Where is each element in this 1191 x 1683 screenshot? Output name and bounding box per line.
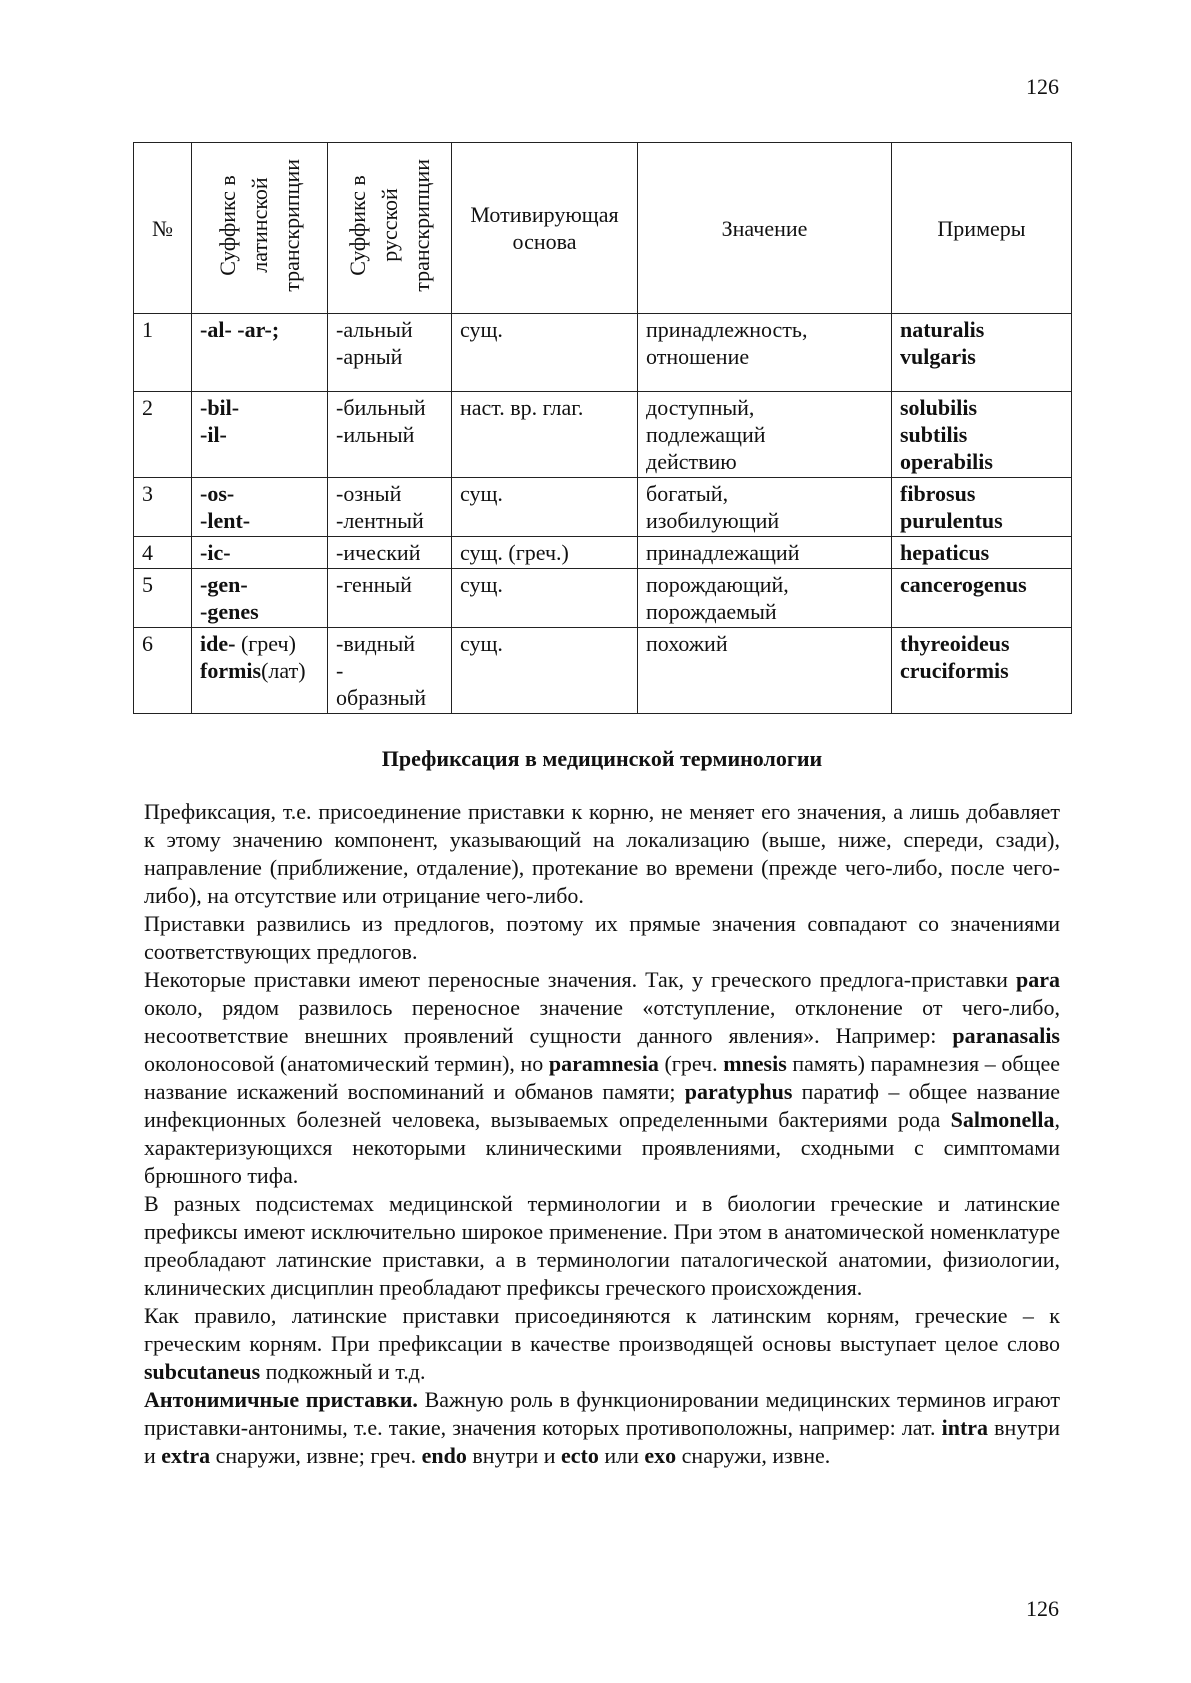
cell-line: operabilis bbox=[900, 449, 993, 474]
text-run: Как правило, латинские приставки присоединяются к латинским корням, греческие – к греческим корням. При префиксации в качестве производящей основы выступает целое слово bbox=[144, 1303, 1060, 1356]
page-number-top: 126 bbox=[1026, 74, 1059, 99]
cell-line: похожий bbox=[646, 631, 728, 656]
cell-latin-suffix bbox=[192, 314, 328, 392]
cell-base bbox=[452, 569, 638, 628]
cell-line: cancerogenus bbox=[900, 572, 1027, 597]
term-bold: ecto bbox=[561, 1443, 599, 1468]
cell-meaning bbox=[638, 392, 892, 478]
suffix-origin: (лат) bbox=[261, 658, 306, 683]
text-run: около, рядом развилось переносное значение «отступление, отклонение от чего-либо, несоответствие внешних проявлений сущности данного явления». Например: bbox=[144, 995, 1060, 1048]
paragraph bbox=[144, 1190, 1060, 1302]
term-bold: paranasalis bbox=[952, 1023, 1060, 1048]
table-row bbox=[134, 392, 1072, 478]
cell-examples bbox=[892, 569, 1072, 628]
cell-line: vulgaris bbox=[900, 344, 976, 369]
cell-examples bbox=[892, 478, 1072, 537]
header-line: Суффикс в bbox=[214, 174, 240, 276]
text-run: Префиксация, т.е. присоединение приставки к корню, не меняет его значения, а лишь добавляет к этому значению компонент, указывающий на локализацию (выше, ниже, спереди, сзади), направление (приближение, отдаление), протекание во времени (прежде чего-либо, после чего-либо), на отсутствие или отрицание чего-либо. bbox=[144, 799, 1060, 908]
table-row bbox=[134, 478, 1072, 537]
term-bold: Антонимичные приставки. bbox=[144, 1387, 418, 1412]
text-run: или bbox=[598, 1443, 645, 1468]
header-latin-suffix bbox=[192, 143, 328, 314]
header-russian-suffix bbox=[328, 143, 452, 314]
term-bold: paratyphus bbox=[684, 1079, 793, 1104]
body-text bbox=[144, 798, 1060, 1470]
cell-line bbox=[200, 657, 319, 684]
cell-line: порождающий, bbox=[646, 572, 789, 597]
cell-latin-suffix bbox=[192, 537, 328, 569]
cell-line: subtilis bbox=[900, 422, 968, 447]
text-run: внутри и bbox=[144, 1415, 1060, 1468]
suffix-latin: ide- bbox=[200, 631, 236, 656]
text-run: паратиф – общее название инфекционных болезней человека, вызываемых определенными бактериями рода bbox=[144, 1079, 1060, 1132]
term-bold: paramnesia bbox=[548, 1051, 659, 1076]
cell-russian-suffix bbox=[328, 392, 452, 478]
cell-line: thyreoideus bbox=[900, 631, 1010, 656]
cell-line: fibrosus bbox=[900, 481, 976, 506]
cell-latin-suffix bbox=[192, 628, 328, 714]
cell-line: cruciformis bbox=[900, 658, 1009, 683]
cell-latin-suffix bbox=[192, 478, 328, 537]
table-header-row bbox=[134, 143, 1072, 314]
cell-base bbox=[452, 478, 638, 537]
term-bold: exo bbox=[644, 1443, 677, 1468]
cell-line: основа bbox=[512, 229, 577, 254]
cell-line: -видный bbox=[336, 631, 416, 656]
cell-line: подлежащий bbox=[646, 422, 766, 447]
cell-meaning bbox=[638, 537, 892, 569]
table-row bbox=[134, 628, 1072, 714]
paragraph bbox=[144, 1386, 1060, 1470]
text-run: снаружи, извне; греч. bbox=[210, 1443, 422, 1468]
header-line: латинской bbox=[246, 177, 272, 273]
text-run: околоносовой (анатомический термин), но bbox=[144, 1051, 549, 1076]
suffix-table bbox=[133, 142, 1072, 714]
cell-num: 1 bbox=[134, 314, 192, 392]
cell-base bbox=[452, 537, 638, 569]
cell-latin-suffix bbox=[192, 392, 328, 478]
term-bold: intra bbox=[941, 1415, 989, 1440]
cell-line: изобилующий bbox=[646, 508, 780, 533]
cell-line: -арный bbox=[336, 344, 403, 369]
cell-line: -il- bbox=[200, 422, 227, 447]
header-examples: Примеры bbox=[892, 143, 1072, 314]
text-run: подкожный и т.д. bbox=[260, 1359, 426, 1384]
cell-meaning bbox=[638, 478, 892, 537]
cell-line: -альный bbox=[336, 317, 413, 342]
cell-line: -ический bbox=[336, 540, 421, 565]
cell-line: hepaticus bbox=[900, 540, 990, 565]
cell-num: 4 bbox=[134, 537, 192, 569]
term-bold: mnesis bbox=[723, 1051, 787, 1076]
cell-russian-suffix bbox=[328, 478, 452, 537]
cell-line: отношение bbox=[646, 344, 750, 369]
text-run: Некоторые приставки имеют переносные значения. Так, у греческого предлога-приставки bbox=[144, 967, 1016, 992]
page-number-bottom: 126 bbox=[1026, 1596, 1059, 1621]
cell-line: -gen- bbox=[200, 572, 248, 597]
cell-examples bbox=[892, 314, 1072, 392]
header-line: транскрипции bbox=[408, 158, 434, 292]
header-line: Суффикс в bbox=[344, 174, 370, 276]
cell-line: Мотивирующая bbox=[470, 202, 619, 227]
cell-line: -бильный bbox=[336, 395, 426, 420]
header-meaning: Значение bbox=[638, 143, 892, 314]
cell-line: -genes bbox=[200, 599, 259, 624]
cell-line: сущ. bbox=[460, 481, 503, 506]
cell-line: сущ. bbox=[460, 631, 503, 656]
paragraph bbox=[144, 966, 1060, 1190]
term-bold: subcutaneus bbox=[144, 1359, 261, 1384]
cell-line: сущ. bbox=[460, 317, 503, 342]
cell-line: принадлежащий bbox=[646, 540, 800, 565]
cell-line: сущ. bbox=[460, 572, 503, 597]
term-bold: para bbox=[1016, 967, 1060, 992]
term-bold: extra bbox=[161, 1443, 211, 1468]
cell-examples bbox=[892, 628, 1072, 714]
text-run: снаружи, извне. bbox=[676, 1443, 831, 1468]
cell-line: образный bbox=[336, 685, 426, 710]
cell-latin-suffix bbox=[192, 569, 328, 628]
text-run: Приставки развились из предлогов, поэтому их прямые значения совпадают со значениями соответствующих предлогов. bbox=[144, 911, 1060, 964]
term-bold: endo bbox=[421, 1443, 467, 1468]
text-run: В разных подсистемах медицинской терминологии и в биологии греческие и латинские префиксы имеют исключительно широкое применение. При этом в анатомической номенклатуре преобладают латинские приставки, а в терминологии паталогической анатомии, физиологии, клинических дисциплин преобладают префиксы греческого происхождения. bbox=[144, 1191, 1060, 1300]
cell-base bbox=[452, 628, 638, 714]
table-row bbox=[134, 314, 1072, 392]
cell-line: наст. вр. глаг. bbox=[460, 395, 584, 420]
text-run: (греч. bbox=[658, 1051, 724, 1076]
paragraph bbox=[144, 910, 1060, 966]
cell-examples bbox=[892, 392, 1072, 478]
cell-line: действию bbox=[646, 449, 737, 474]
term-bold: Salmonella bbox=[950, 1107, 1055, 1132]
cell-meaning bbox=[638, 628, 892, 714]
cell-russian-suffix bbox=[328, 314, 452, 392]
cell-line: -al- -ar-; bbox=[200, 317, 280, 342]
cell-num: 6 bbox=[134, 628, 192, 714]
cell-line: -лентный bbox=[336, 508, 424, 533]
cell-line: purulentus bbox=[900, 508, 1003, 533]
cell-line: naturalis bbox=[900, 317, 985, 342]
cell-line: -bil- bbox=[200, 395, 240, 420]
header-line: транскрипции bbox=[278, 158, 304, 292]
cell-line: порождаемый bbox=[646, 599, 777, 624]
header-line: русской bbox=[376, 188, 402, 262]
text-run: память) парамнезия – общее название искажений воспоминаний и обманов памяти; bbox=[144, 1051, 1060, 1104]
table-row bbox=[134, 537, 1072, 569]
paragraph bbox=[144, 1302, 1060, 1386]
cell-base bbox=[452, 392, 638, 478]
cell-russian-suffix bbox=[328, 628, 452, 714]
cell-meaning bbox=[638, 314, 892, 392]
cell-russian-suffix bbox=[328, 537, 452, 569]
cell-line: сущ. (греч.) bbox=[460, 540, 569, 565]
cell-line: доступный, bbox=[646, 395, 755, 420]
cell-num: 3 bbox=[134, 478, 192, 537]
cell-line bbox=[200, 630, 319, 657]
cell-russian-suffix bbox=[328, 569, 452, 628]
text-run: внутри и bbox=[466, 1443, 561, 1468]
cell-base bbox=[452, 314, 638, 392]
cell-line: -ic- bbox=[200, 540, 231, 565]
suffix-latin: formis bbox=[200, 658, 262, 683]
cell-line: -os- bbox=[200, 481, 235, 506]
text-run: Важную роль в функционировании медицинских терминов играют приставки-антонимы, т.е. такие, значения которых противоположны, например: лат. bbox=[144, 1387, 1060, 1440]
cell-line: -озный bbox=[336, 481, 402, 506]
text-run: , характеризующихся некоторыми клиническими проявлениями, сходными с симптомами брюшного тифа. bbox=[144, 1107, 1060, 1188]
cell-num: 2 bbox=[134, 392, 192, 478]
paragraph bbox=[144, 798, 1060, 910]
cell-examples bbox=[892, 537, 1072, 569]
cell-line: -lent- bbox=[200, 508, 251, 533]
cell-line: -генный bbox=[336, 572, 412, 597]
cell-line: богатый, bbox=[646, 481, 729, 506]
cell-line: принадлежность, bbox=[646, 317, 808, 342]
cell-line: solubilis bbox=[900, 395, 978, 420]
section-heading: Префиксация в медицинской терминологии bbox=[381, 746, 823, 771]
header-num: № bbox=[134, 143, 192, 314]
cell-line: -ильный bbox=[336, 422, 415, 447]
suffix-origin: (греч) bbox=[235, 631, 296, 656]
cell-meaning bbox=[638, 569, 892, 628]
cell-num: 5 bbox=[134, 569, 192, 628]
table-row bbox=[134, 569, 1072, 628]
header-base bbox=[452, 143, 638, 314]
cell-line: - bbox=[336, 658, 344, 683]
